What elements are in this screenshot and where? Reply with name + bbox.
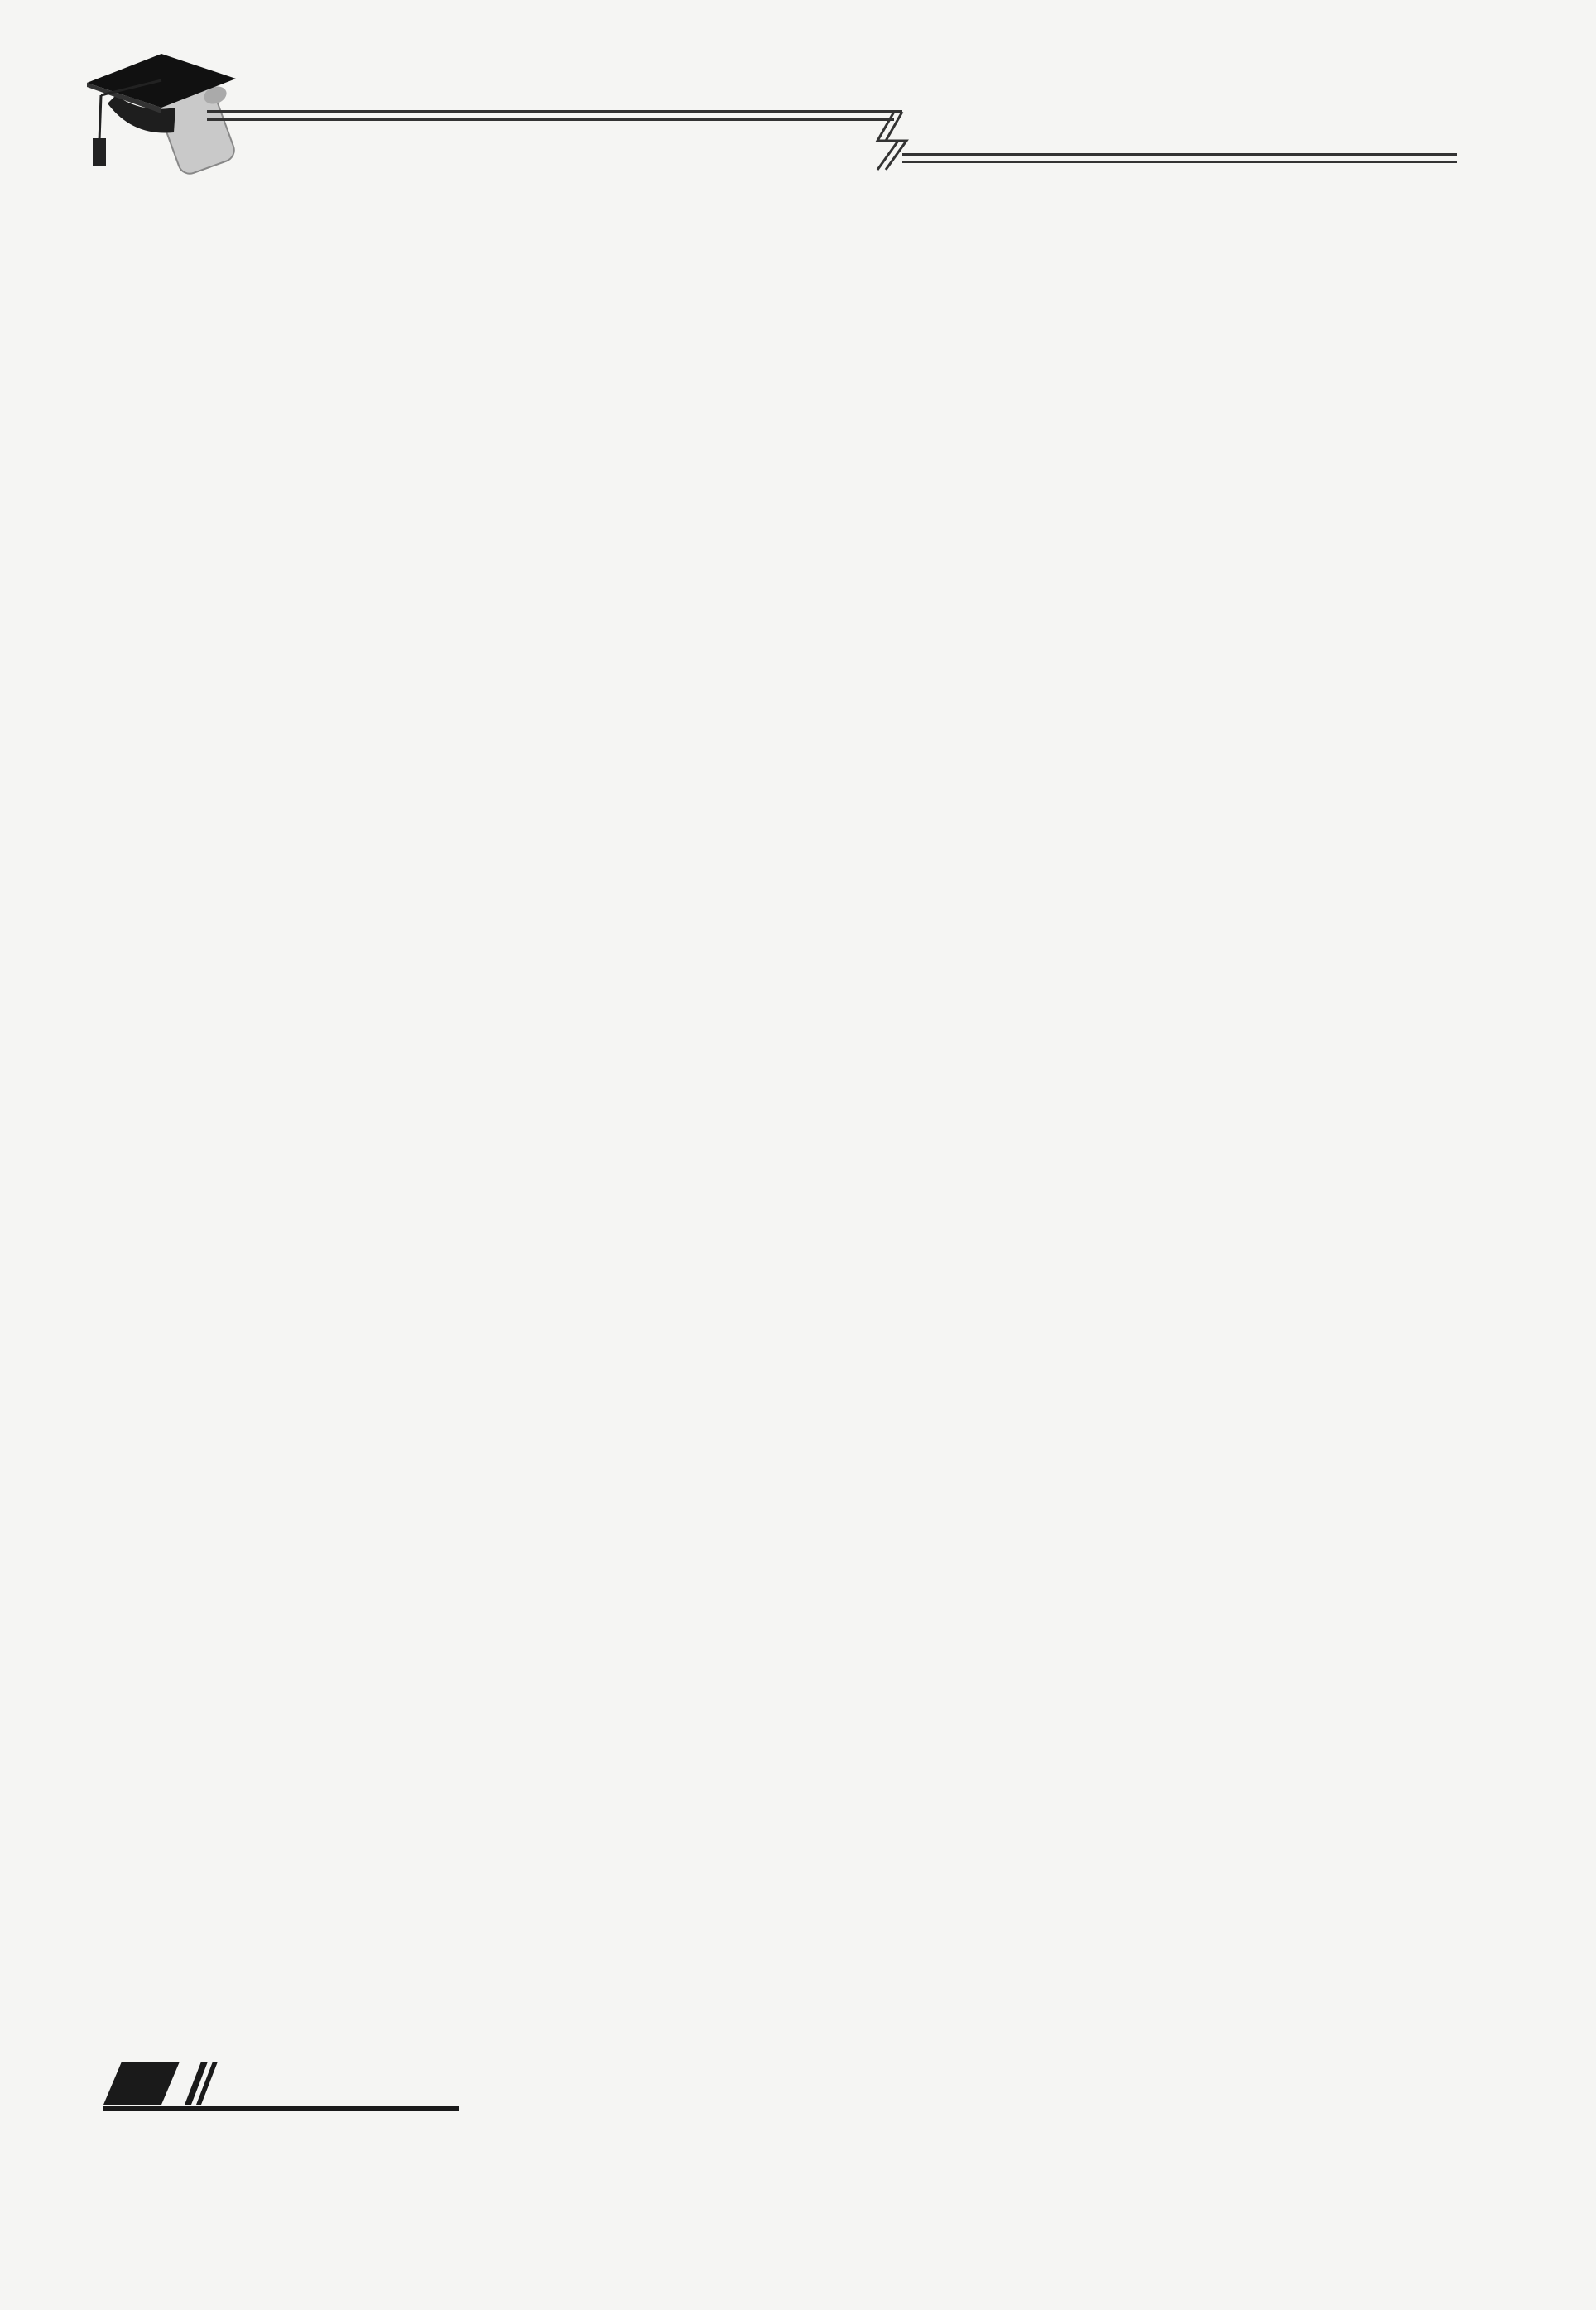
banner-stripes-icon [103,2058,219,2106]
part1-banner [103,2053,459,2111]
header-rule-top-2 [207,118,894,121]
mc-question [103,1406,150,1448]
banner-underline [103,2106,459,2111]
header-rule-bottom [902,153,1457,156]
header-zigzag [803,108,919,174]
page-header [83,46,1457,186]
header-rule-top [207,110,902,113]
header-rule-bottom-2 [902,161,1457,163]
